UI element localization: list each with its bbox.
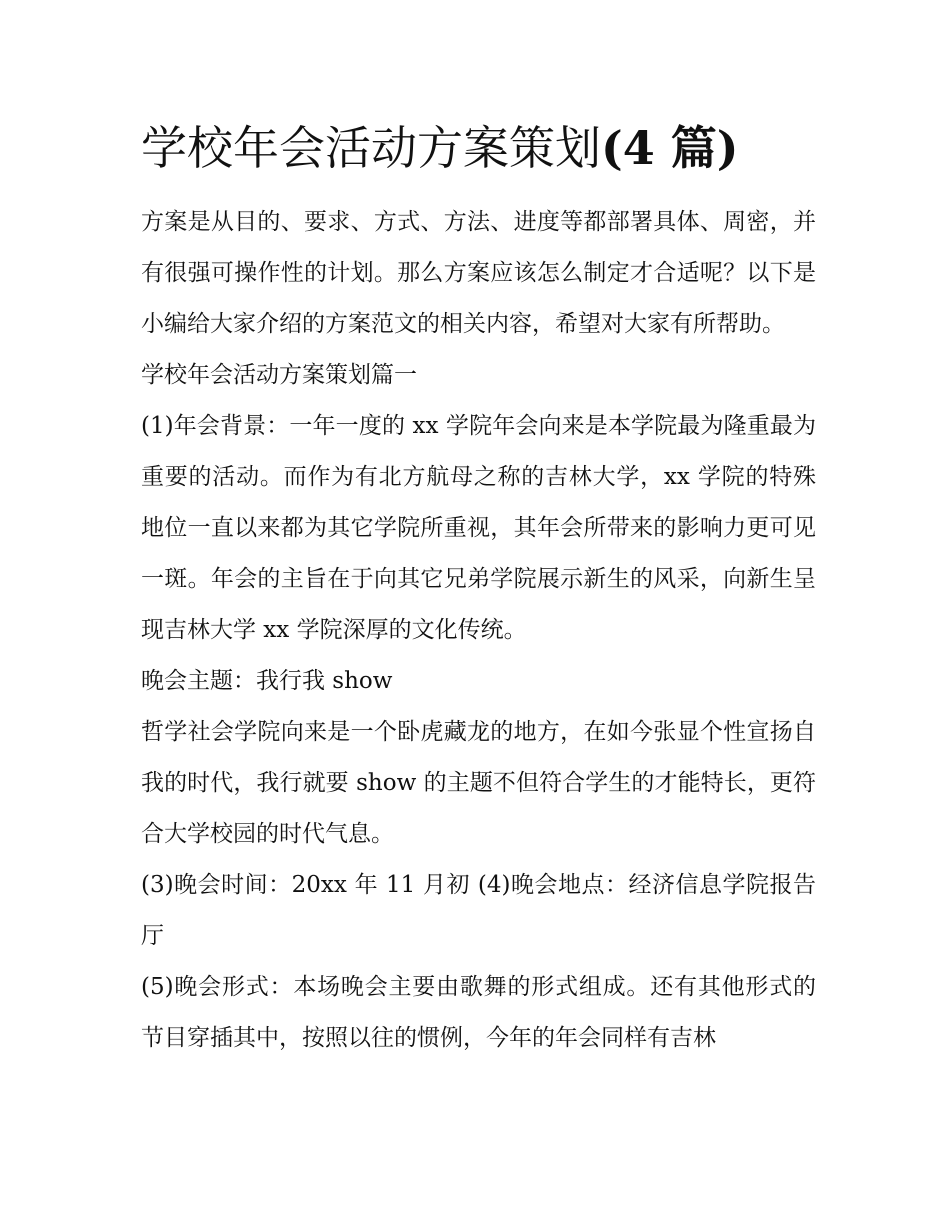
- title-main: 学校年会活动方案策划: [141, 121, 601, 175]
- document-title: [141, 114, 816, 182]
- section-heading: 学校年会活动方案策划篇一: [141, 362, 417, 388]
- document-body: [141, 114, 816, 1064]
- paragraph-theme-detail: 哲学社会学院向来是一个卧虎藏龙的地方，在如今张显个性宣扬自我的时代，我行就要 show 的主题不但符合学生的才能特长，更符合大学校园的时代气息。: [141, 719, 816, 847]
- paragraph-theme: 晚会主题：我行我 show: [141, 668, 393, 694]
- paragraph-background: (1)年会背景：一年一度的 xx 学院年会向来是本学院最为隆重最为重要的活动。而作为有北方航母之称的吉林大学，xx 学院的特殊地位一直以来都为其它学院所重视，其年会所带来的影响力更可见一斑。年会的主旨在于向其它兄弟学院展示新生的风采，向新生呈现吉林大学 xx 学院深厚的文化传统。: [141, 413, 816, 643]
- paragraph-format: (5)晚会形式：本场晚会主要由歌舞的形式组成。还有其他形式的节目穿插其中，按照以往的惯例，今年的年会同样有吉林: [141, 974, 816, 1051]
- paragraph-intro: 方案是从目的、要求、方式、方法、进度等都部署具体、周密，并有很强可操作性的计划。那么方案应该怎么制定才合适呢？以下是小编给大家介绍的方案范文的相关内容，希望对大家有所帮助。: [141, 209, 816, 337]
- title-suffix: (4 篇): [601, 121, 739, 175]
- paragraph-time-location: (3)晚会时间：20xx 年 11 月初 (4)晚会地点：经济信息学院报告厅: [141, 872, 816, 949]
